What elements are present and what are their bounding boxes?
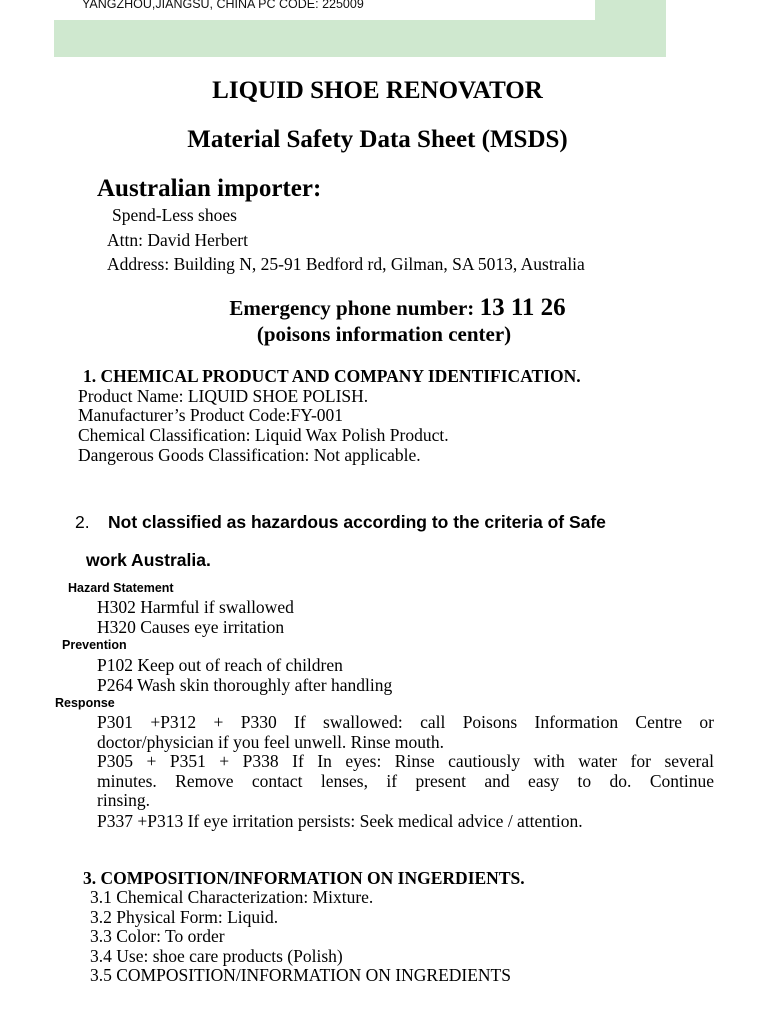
response-paragraph-3: P337 +P313 If eye irritation persists: Seek medical advice / attention.: [97, 811, 583, 831]
section3-item: 3.4 Use: shoe care products (Polish): [90, 946, 343, 966]
section3-heading: 3. COMPOSITION/INFORMATION ON INGERDIENTS.: [83, 868, 525, 888]
emergency-line: [0, 294, 768, 322]
section3-item: 3.3 Color: To order: [90, 926, 225, 946]
importer-attn: Attn: David Herbert: [107, 230, 248, 250]
emergency-number: 13 11 26: [479, 294, 566, 321]
section1-line: Dangerous Goods Classification: Not applicable.: [78, 445, 421, 465]
response-line: P301 +P312 + P330 If swallowed: call Poisons Information Centre or: [97, 712, 714, 732]
emergency-note: (poisons information center): [256, 322, 512, 346]
response-line: minutes. Remove contact lenses, if present and easy to do. Continue: [97, 770, 714, 791]
section1-line: Chemical Classification: Liquid Wax Polish Product.: [78, 425, 449, 445]
response-line: doctor/physician if you feel unwell. Rinse mouth.: [97, 731, 445, 752]
importer-company: Spend-Less shoes: [112, 205, 237, 225]
section2-heading: Not classified as hazardous according to the criteria of Safe: [108, 512, 606, 532]
section1-line: Product Name: LIQUID SHOE POLISH.: [78, 386, 369, 406]
prevention-item: P264 Wash skin thoroughly after handling: [97, 675, 393, 695]
banner-address-box: [54, 0, 595, 20]
prevention-label: Prevention: [62, 638, 127, 652]
hazard-item: H320 Causes eye irritation: [97, 617, 285, 637]
emergency-label: Emergency phone number:: [229, 296, 480, 320]
response-paragraph-2: [97, 752, 714, 811]
section3-item: 3.1 Chemical Characterization: Mixture.: [90, 887, 374, 907]
hazard-item: H302 Harmful if swallowed: [97, 597, 294, 617]
header-banner: [54, 0, 666, 57]
importer-heading: Australian importer:: [97, 175, 322, 202]
response-paragraph-1: [97, 713, 714, 752]
response-line: P305 + P351 + P338 If In eyes: Rinse cautiously with water for several: [97, 751, 714, 771]
response-label: Response: [55, 696, 115, 710]
section2-heading-cont: work Australia.: [86, 550, 211, 570]
section1-heading: 1. CHEMICAL PRODUCT AND COMPANY IDENTIFICATION.: [83, 366, 581, 386]
section3-item: 3.2 Physical Form: Liquid.: [90, 907, 279, 927]
importer-address: Address: Building N, 25-91 Bedford rd, Gilman, SA 5013, Australia: [107, 254, 585, 274]
hazard-statement-label: Hazard Statement: [68, 581, 174, 595]
section3-item: 3.5 COMPOSITION/INFORMATION ON INGREDIENTS: [90, 965, 511, 985]
section2-number: 2.: [75, 512, 90, 532]
document-subtitle: Material Safety Data Sheet (MSDS): [187, 126, 568, 153]
manufacturer-address: YANGZHOU,JIANGSU, CHINA PC CODE: 225009: [82, 0, 364, 11]
document-title: LIQUID SHOE RENOVATOR: [212, 77, 543, 104]
response-line: rinsing.: [97, 790, 150, 811]
section1-line: Manufacturer’s Product Code:FY-001: [78, 405, 344, 425]
prevention-item: P102 Keep out of reach of children: [97, 655, 343, 675]
